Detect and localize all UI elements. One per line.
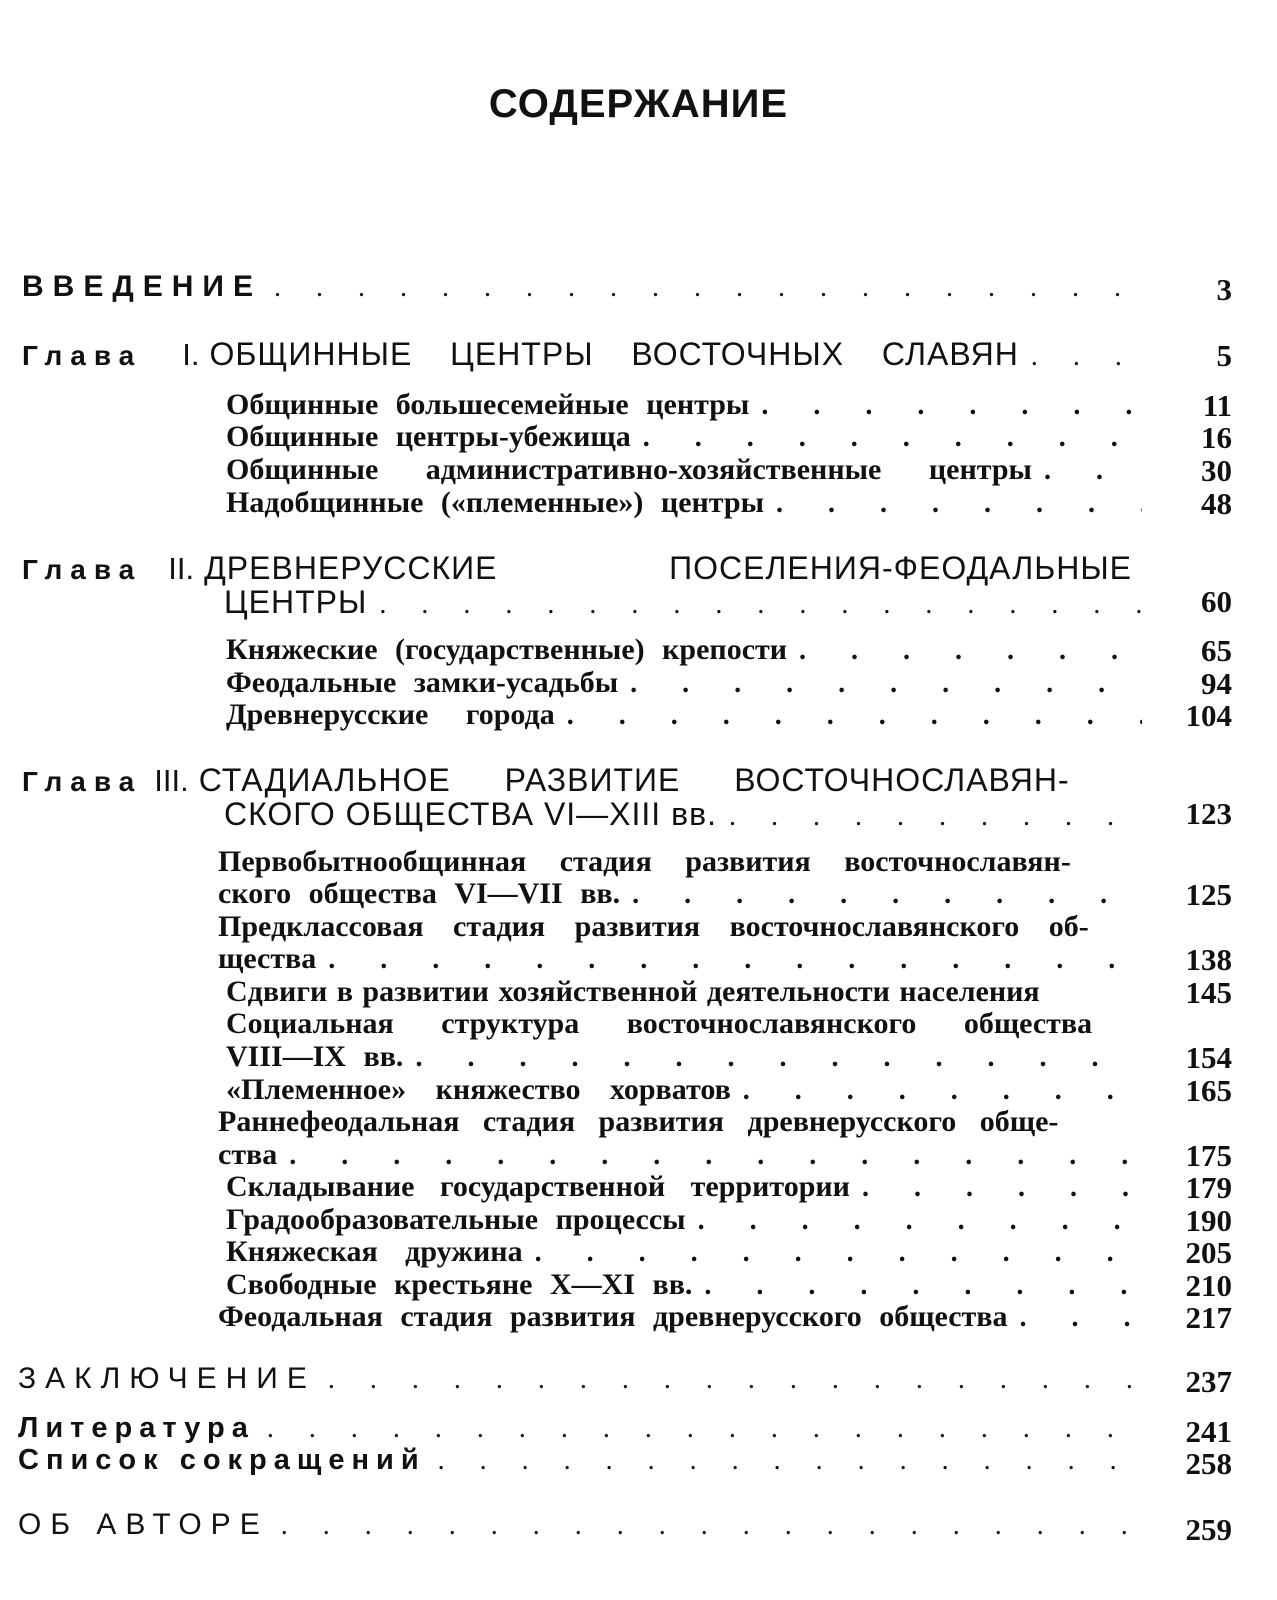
subentry-page: 30 <box>1201 453 1232 488</box>
chapter-label: Глава <box>22 766 143 797</box>
dot-leader <box>850 1172 1142 1204</box>
dot-leader <box>717 801 1142 833</box>
chapter-number: II. <box>168 551 195 586</box>
toc-entry-chapter-2-cont[interactable] <box>224 584 1142 621</box>
introduction-label: ВВЕДЕНИЕ <box>22 270 262 303</box>
dot-leader <box>620 879 1142 911</box>
chapter-number: I. <box>182 337 200 372</box>
toc-entry-about-author[interactable] <box>18 1508 1142 1542</box>
toc-subentry-line2[interactable] <box>218 877 1142 911</box>
subentry-text: Раннефеодальная стадия развития древнерусского обще- <box>218 1105 1059 1138</box>
toc-subentry[interactable] <box>226 1203 1142 1237</box>
subentry-text: Градообразовательные процессы <box>226 1203 686 1236</box>
subentry-page: 125 <box>1185 877 1232 912</box>
toc-subentry[interactable] <box>226 975 1132 1009</box>
chapter-title-part: СТАДИАЛЬНОЕ РАЗВИТИЕ ВОСТОЧНОСЛАВЯН- <box>198 762 1070 798</box>
introduction-page: 3 <box>1216 272 1232 307</box>
about-author-page: 259 <box>1185 1512 1232 1547</box>
subentry-text: Сдвиги в развитии хозяйственной деятельности населения <box>226 975 1040 1008</box>
subentry-text: Феодальная стадия развития древнерусского общества <box>218 1300 1008 1333</box>
toc-subentry[interactable] <box>226 666 1142 700</box>
toc-subentry-line1[interactable] <box>226 1007 1132 1041</box>
dot-leader <box>1019 341 1142 373</box>
subentry-page: 210 <box>1185 1268 1232 1303</box>
toc-subentry-line2[interactable] <box>218 942 1142 976</box>
chapter-title-part: СКОГО ОБЩЕСТВА VI—XIII вв. <box>224 796 717 832</box>
dot-leader <box>618 668 1142 700</box>
chapter-2-page: 60 <box>1201 584 1232 619</box>
dot-leader <box>1007 1302 1142 1334</box>
subentry-text: Феодальные замки-усадьбы <box>226 666 619 699</box>
chapter-1-page: 5 <box>1216 338 1232 373</box>
subentry-text: Предклассовая стадия развития восточнославянского об- <box>218 910 1089 943</box>
toc-entry-literature[interactable] <box>18 1412 1142 1445</box>
dot-leader <box>731 1075 1142 1107</box>
about-author-label: ОБ АВТОРЕ <box>18 1508 269 1541</box>
chapter-title-part: ДРЕВНЕРУССКИЕ <box>204 550 498 586</box>
toc-subentry[interactable] <box>226 633 1142 667</box>
literature-page: 241 <box>1185 1414 1232 1449</box>
toc-entry-introduction[interactable] <box>22 270 1142 304</box>
chapter-label: Глава <box>22 340 143 371</box>
abbreviations-page: 258 <box>1185 1446 1232 1481</box>
subentry-page: 175 <box>1185 1138 1232 1173</box>
subentry-page: 138 <box>1185 942 1232 977</box>
subentry-text: Свободные крестьяне X—XI вв. <box>226 1268 693 1301</box>
toc-subentry[interactable] <box>226 388 1142 422</box>
dot-leader <box>262 272 1142 304</box>
subentry-text: щества <box>218 942 317 975</box>
dot-leader <box>367 589 1142 621</box>
dot-leader <box>555 700 1142 732</box>
toc-subentry[interactable] <box>226 698 1142 732</box>
subentry-text: Складывание государственной территории <box>226 1170 850 1203</box>
dot-leader <box>269 1510 1142 1542</box>
subentry-text: ства <box>218 1138 278 1171</box>
subentry-text: Общинные большесемейные центры <box>226 388 750 421</box>
conclusion-label: ЗАКЛЮЧЕНИЕ <box>18 1362 316 1395</box>
toc-subentry[interactable] <box>226 420 1142 454</box>
abbreviations-label: Список сокращений <box>18 1444 426 1476</box>
literature-label: Литература <box>18 1412 255 1444</box>
toc-subentry[interactable] <box>226 486 1142 520</box>
dot-leader <box>692 1270 1142 1302</box>
toc-subentry-line1[interactable] <box>218 845 1130 879</box>
toc-subentry[interactable] <box>226 1235 1142 1269</box>
subentry-page: 217 <box>1185 1300 1232 1335</box>
toc-subentry[interactable] <box>226 1073 1142 1107</box>
dot-leader <box>787 635 1142 667</box>
dot-leader <box>277 1140 1142 1172</box>
toc-subentry[interactable] <box>226 453 1142 487</box>
subentry-page: 205 <box>1185 1235 1232 1270</box>
conclusion-page: 237 <box>1185 1364 1232 1399</box>
toc-subentry[interactable] <box>226 1268 1142 1302</box>
subentry-page: 65 <box>1201 633 1232 668</box>
toc-subentry[interactable] <box>218 1300 1142 1334</box>
page-title: СОДЕРЖАНИЕ <box>488 82 789 126</box>
toc-entry-abbreviations[interactable] <box>18 1444 1142 1477</box>
subentry-page: 94 <box>1201 666 1232 701</box>
dot-leader <box>764 488 1142 520</box>
toc-entry-chapter-1[interactable] <box>22 336 1142 373</box>
chapter-number: III. <box>154 763 189 798</box>
subentry-page: 190 <box>1185 1203 1232 1238</box>
subentry-text: Общинные центры-убежища <box>226 420 631 453</box>
dot-leader <box>316 1364 1142 1396</box>
toc-entry-chapter-2[interactable] <box>22 550 1132 587</box>
dot-leader <box>523 1237 1142 1269</box>
subentry-text: «Племенное» княжество хорватов <box>226 1073 731 1106</box>
toc-entry-chapter-3[interactable] <box>22 762 1132 799</box>
subentry-page: 145 <box>1185 975 1232 1010</box>
toc-subentry-line1[interactable] <box>218 910 1130 944</box>
toc-subentry[interactable] <box>226 1170 1142 1204</box>
subentry-text: Княжеская дружина <box>226 1235 523 1268</box>
subentry-text: ского общества VI—VII вв. <box>218 877 621 910</box>
toc-subentry-line1[interactable] <box>218 1105 1130 1139</box>
chapter-title-part: ЦЕНТРЫ <box>224 584 368 620</box>
chapter-title: ОБЩИННЫЕ ЦЕНТРЫ ВОСТОЧНЫХ СЛАВЯН <box>209 336 1019 372</box>
subentry-page: 154 <box>1185 1040 1232 1075</box>
dot-leader <box>749 390 1142 422</box>
chapter-title-part: ПОСЕЛЕНИЯ-ФЕОДАЛЬНЫЕ <box>669 550 1132 586</box>
dot-leader <box>316 944 1142 976</box>
subentry-text: Первобытнообщинная стадия развития восточнославян- <box>218 845 1071 878</box>
subentry-page: 16 <box>1201 420 1232 455</box>
dot-leader <box>686 1205 1142 1237</box>
toc-entry-chapter-3-cont[interactable] <box>224 796 1142 833</box>
subentry-page: 179 <box>1185 1170 1232 1205</box>
toc-subentry-line2[interactable] <box>218 1138 1142 1172</box>
chapter-label: Глава <box>22 554 143 585</box>
subentry-text: VIII—IX вв. <box>226 1040 404 1073</box>
dot-leader <box>631 422 1142 454</box>
subentry-text: Древнерусские города <box>226 698 555 731</box>
subentry-text: Социальная структура восточнославянского общества <box>226 1007 1093 1040</box>
subentry-text: Общинные административно-хозяйственные центры <box>226 453 1032 486</box>
toc-entry-conclusion[interactable] <box>18 1362 1142 1396</box>
dot-leader <box>426 1445 1142 1477</box>
subentry-page: 165 <box>1185 1073 1232 1108</box>
dot-leader <box>255 1413 1142 1445</box>
dot-leader <box>403 1042 1142 1074</box>
subentry-page: 104 <box>1185 698 1232 733</box>
dot-leader <box>1032 455 1142 487</box>
toc-subentry-line2[interactable] <box>226 1040 1142 1074</box>
chapter-3-page: 123 <box>1185 796 1232 831</box>
subentry-page: 11 <box>1202 388 1232 423</box>
subentry-text: Надобщинные («племенные») центры <box>226 486 764 519</box>
subentry-page: 48 <box>1201 486 1232 521</box>
subentry-text: Княжеские (государственные) крепости <box>226 633 788 666</box>
